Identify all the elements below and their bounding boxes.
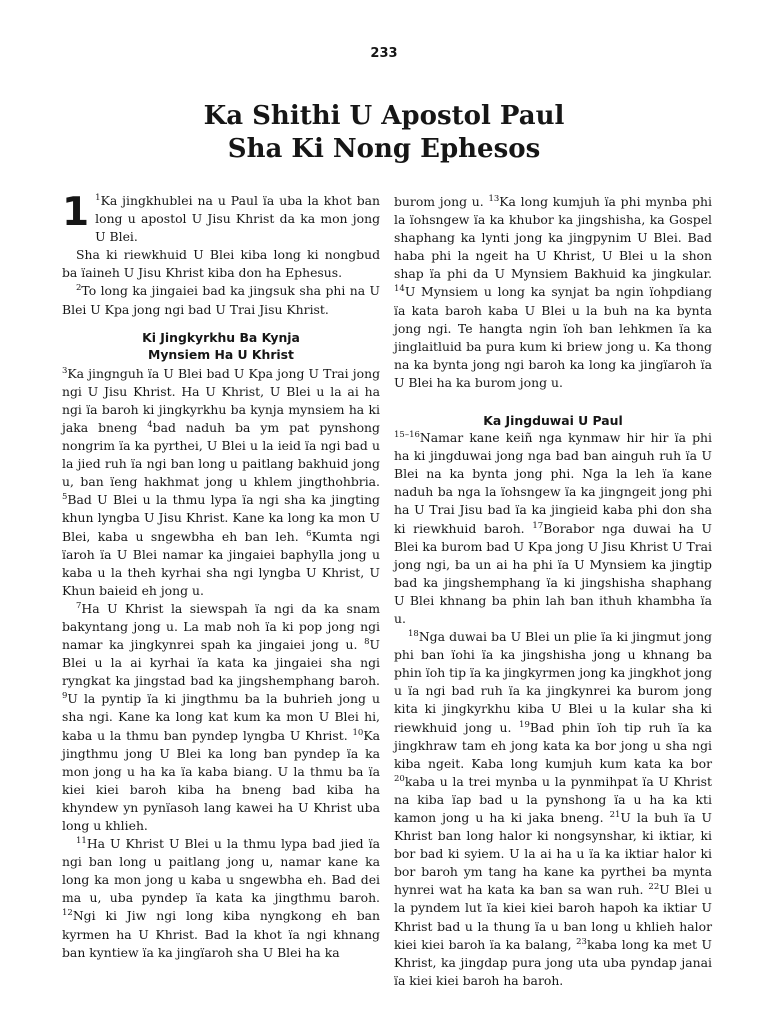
verse-number: 19 — [519, 719, 530, 730]
paragraph — [62, 192, 380, 246]
verse-number: 22 — [648, 882, 660, 893]
verse-text: Ka jingnguh ïa U Blei bad U Kpa jong U Trai jong ngi U Jisu Khrist. Ha U Khrist, U Blei u la ai ha ngi ïa baroh ki jingkyrkhu ba kynja mynsiem ha ki jaka bneng — [62, 365, 380, 435]
verse-number: 18 — [408, 628, 419, 639]
paragraph — [62, 246, 380, 282]
verse-text: Ngi ki Jiw ngi long kiba nyngkong eh ban kyrmen ha U Khrist. Bad la khot ïa ngi khnang ban kyntiew ïa ka jingïaroh sha U Blei ha ka — [62, 908, 380, 960]
verse-text: burom jong u. — [394, 194, 484, 209]
verse-text: U la buh ïa U Khrist ban long halor ki nongsynshar, ki iktiar, ki bor bad ki syiem. U la ai ha u ïa ka iktiar halor ki bor baroh ym tang ha kane ka pyrthei ba mynta hynrei wat ha kata ka ban sa wan ruh. — [394, 810, 712, 898]
verse-text: Sha ki riewkhuid U Blei kiba long ki nongbud ba ïaineh U Jisu Khrist kiba don ha Ephesus. — [62, 247, 380, 281]
verse-number: 15–16 — [394, 429, 420, 440]
verse-text: U Blei u la pyndem lut ïa kiei kiei baroh hapoh ka iktiar U Khrist bad u la thung ïa u ban long u khlieh halor kiei kiei baroh ïa ka balang, — [394, 882, 712, 952]
verse-text: Ka long kumjuh ïa phi mynba phi la ïohsngew ïa ka khubor ka jingshisha, ka Gospel shaphang ka lynti jong ka jingpynim U Blei. Bad haba phi la ngeit ha U Khrist, U Blei u la shon shap ïa phi da U Mynsiem Bakhuid ka jingkular. — [394, 194, 712, 282]
section-heading-line-1: Ki Jingkyrkhu Ba Kynja — [142, 329, 300, 345]
verse-number: 5 — [62, 492, 68, 503]
verse-number: 3 — [62, 365, 68, 376]
verse-number: 10 — [352, 727, 364, 738]
paragraph — [394, 193, 712, 392]
verse-text: Ha U Khrist U Blei u la thmu lypa bad jied ïa ngi ban long u paitlang jong u, namar kane ka long ka mon jong u kaba u sngewbha eh. Bad dei ma u, uba pyndep ïa kata ka jingthmu baroh. — [62, 836, 380, 906]
verse-text: Kumta ngi ïaroh ïa U Blei namar ka jingaiei baphylla jong u kaba u la theh kyrhai sha ngi lyngba U Khrist, U Khun baieid eh jong u. — [62, 528, 380, 598]
paragraph — [62, 835, 380, 962]
verse-text: Ha U Khrist la siewspah ïa ngi da ka snam bakyntang jong u. La mab noh ïa ki pop jong ngi namar ka jingkynrei spah ka jingaiei jong u. — [62, 600, 380, 653]
verse-number: 20 — [394, 773, 405, 784]
verse-number: 13 — [488, 193, 500, 204]
page-title — [0, 100, 768, 166]
verse-text: kaba long ka met U Khrist, ka jingdap pura jong uta uba pyndap janai ïa kiei kiei baroh ha baroh. — [394, 936, 712, 988]
verse-number: 12 — [62, 908, 73, 919]
verse-text: Ka jingthmu jong U Blei ka long ban pyndep ïa ka mon jong u ha ka ïa kaba biang. U la thmu ba ïa kiei kiei baroh kiba ha bneng bad kiba ha khyndew yn pynïasoh lang kawei ha U Khrist uba long u khlieh. — [62, 727, 380, 833]
page-number: 233 — [370, 46, 398, 61]
verse-text: Bad phin ïoh tip ruh ïa ka jingkhraw tam eh jong kata ka bor jong u sha ngi kiba ngeit. Kaba long kumjuh kum kata ka bor — [394, 719, 712, 771]
verse-text: Nga duwai ba U Blei un plie ïa ki jingmut jong phi ban ïohi ïa ka jingshisha jong u khnang ba phin ïoh tip ïa ka jingkyrmen jong ka jingkhot jong u ïa ngi bad ruh ïa ka jingkynrei ka burom jong kita ki jingkyrkhu kiba U Blei u la kular sha ki riewkhuid jong u. — [394, 629, 713, 735]
verse-number: 2 — [76, 283, 82, 294]
section-heading-line-2: Mynsiem Ha U Khrist — [148, 346, 294, 362]
right-column — [394, 193, 712, 990]
paragraph — [62, 600, 380, 835]
title-line-2: Sha Ki Nong Ephesos — [227, 134, 541, 164]
chapter-number: 1 — [62, 190, 90, 235]
verse-text: U la pyntip ïa ki jingthmu ba la buhrieh jong u sha ngi. Kane ka long kat kum ka mon U Blei hi, kaba u la thmu ban pyndep lyngba U Khrist. — [62, 691, 380, 743]
paragraph — [62, 282, 380, 318]
verse-text: Namar kane keiñ nga kynmaw hir hir ïa phi ha ki jingduwai jong nga bad ban ainguh ruh ïa U Blei na ka bynta jong phi. Nga la leh ïa kane naduh ba nga la ïohsngew ïa ka jingngeit jong phi ha U Trai Jisu bad ïa ka jingieid kaba phi don sha ki riewkhuid baroh. — [394, 430, 712, 536]
paragraph — [62, 365, 380, 600]
verse-number: 1 — [95, 192, 101, 203]
verse-number: 23 — [576, 936, 587, 947]
section-heading: Ka Jingduwai U Paul — [483, 413, 623, 429]
verse-number: 11 — [76, 835, 87, 846]
verse-text: Borabor nga duwai ha U Blei ka burom bad U Kpa jong U Jisu Khrist U Trai jong ngi, ba un ai ha phi ïa U Mynsiem ka jingtip bad ka jingshemphang ïa ki jingshisha shaphang U Blei khnang ba phin lah ban ithuh khambha ïa u. — [394, 520, 712, 626]
verse-number: 21 — [609, 809, 621, 820]
verse-text: kaba u la trei mynba u la pynmihpat ïa U Khrist na kiba ïap bad u la pynshong ïa u ha ka kti kamon jong u ha ki jaka bneng. — [394, 773, 712, 825]
verse-number: 6 — [306, 528, 312, 539]
left-column — [62, 192, 380, 962]
verse-number: 9 — [62, 691, 68, 702]
paragraph — [394, 429, 712, 628]
verse-number: 8 — [364, 636, 370, 647]
verse-text: bad naduh ba ym pat pynshong nongrim ïa ka pyrthei, U Blei u la ieid ïa ngi bad u la jied ruh ïa ngi ban long u paitlang bakhuid jong u, ban ïeng hakhmat jong u khlem jingthohbria. — [62, 419, 380, 490]
verse-text: U Mynsiem u long ka synjat ba ngin ïohpdiang ïa kata baroh kaba U Blei u la buh na ka bynta jong ngi. Te hangta ngin ïoh ban lehkmen ïa ka jinglaitluid ba pura kum ki briew jong u. Ka thong na ka bynta jong ngi baroh ka long ka jingïaroh ïa U Blei ha ka burom jong u. — [394, 284, 712, 390]
verse-number: 4 — [147, 419, 153, 430]
paragraph — [394, 628, 712, 990]
verse-number: 7 — [76, 600, 82, 611]
verse-text: Bad U Blei u la thmu lypa ïa ngi sha ka jingting khun lyngba U Jisu Khrist. Kane ka long ka mon U Blei, kaba u sngewbha eh ban leh. — [62, 492, 380, 544]
verse-text: U Blei u la ai kyrhai ïa kata ka jingaiei sha ngi ryngkat ka jingstad bad ka jingshemphang baroh. — [62, 637, 380, 689]
verse-number: 17 — [532, 520, 544, 531]
title-line-1: Ka Shithi U Apostol Paul — [203, 101, 565, 131]
verse-text: Ka jingkhublei na u Paul ïa uba la khot ban long u apostol U Jisu Khrist da ka mon jong U Blei. — [95, 193, 380, 245]
section-heading — [62, 329, 380, 363]
verse-text: To long ka jingaiei bad ka jingsuk sha phi na U Blei U Kpa jong ngi bad U Trai Jisu Khrist. — [62, 283, 380, 317]
verse-number: 14 — [394, 284, 405, 295]
